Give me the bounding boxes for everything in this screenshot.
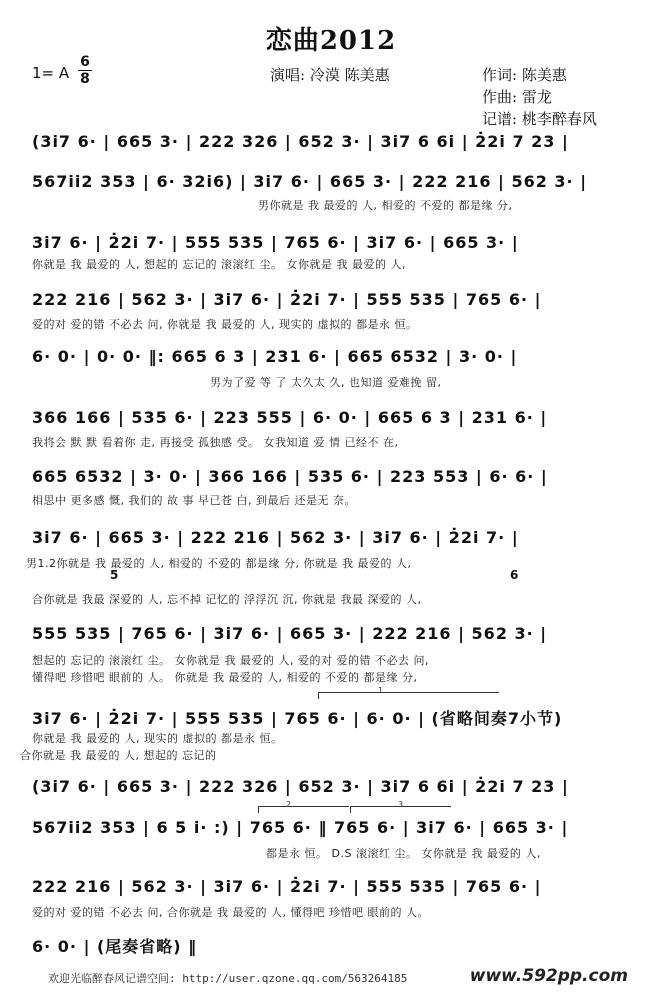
lyric-row: 男为了爱 等 了 太久太 久, 也知道 爱难挽 留, — [210, 376, 442, 389]
lyric-row: 我将会 默 默 看着你 走, 再接受 孤独感 受。 女我知道 爱 情 已经不 在, — [32, 436, 399, 449]
segno-number: 5 — [110, 568, 120, 582]
score-row: 555 535 | 765 6· | 3i7 6· | 665 3· | 222 216 | 562 3· | — [32, 624, 548, 643]
lyric-row: 都是永 恒。 D.S 滚滚红 尘。 女你就是 我 最爱的 人, — [266, 847, 541, 860]
volta-number: 1 — [378, 686, 384, 695]
key-signature: 1= A — [32, 64, 70, 82]
score-row: 567ii2 353 | 6 5 i· :) | 765 6· ‖ 765 6· | 3i7 6· | 665 3· | — [32, 818, 569, 837]
lyric-row: 懂得吧 珍惜吧 眼前的 人。 你就是 我 最爱的 人, 相爱的 不爱的 都是缘 分, — [32, 671, 418, 684]
volta-bracket — [258, 806, 349, 813]
volta-number: 2 — [286, 800, 292, 809]
page-title: 恋曲2012 — [265, 26, 397, 56]
time-signature-top: 6 — [80, 54, 90, 70]
footer-text: 欢迎光临醉春风记谱空间: http://user.qzone.qq.com/563264185 — [48, 972, 408, 985]
lyric-row: 你就是 我 最爱的 人, 想起的 忘记的 滚滚红 尘。 女你就是 我 最爱的 人, — [32, 258, 406, 271]
transcriber: 记谱: 桃李醉春风 — [482, 110, 597, 128]
lyric-row: 你就是 我 最爱的 人, 现实的 虚拟的 都是永 恒。 — [32, 732, 283, 745]
volta-bracket — [318, 692, 499, 699]
score-row: 665 6532 | 3· 0· | 366 166 | 535 6· | 223 553 | 6· 6· | — [32, 467, 548, 486]
lyric-row: 爱的对 爱的错 不必去 问, 合你就是 我 最爱的 人, 懂得吧 珍惜吧 眼前的 人。 — [32, 906, 429, 919]
site-watermark: www.592pp.com — [469, 966, 628, 986]
time-signature-bottom: 8 — [80, 71, 90, 87]
score-row: 222 216 | 562 3· | 3i7 6· | 2̇2i 7· | 555 535 | 765 6· | — [32, 290, 542, 309]
lyric-row: 男1.2你就是 我 最爱的 人, 相爱的 不爱的 都是缘 分, 你就是 我 最爱的 人, — [26, 557, 412, 570]
score-row: 366 166 | 535 6· | 223 555 | 6· 0· | 665 6 3 | 231 6· | — [32, 408, 548, 427]
score-row: (3i7 6· | 665 3· | 222 326 | 652 3· | 3i7 6 6i | 2̇2i 7 23 | — [32, 132, 569, 151]
lyric-row: 想起的 忘记的 滚滚红 尘。 女你就是 我 最爱的 人, 爱的对 爱的错 不必去 问, — [32, 654, 429, 667]
score-row: 6· 0· | (尾奏省略) ‖ — [32, 937, 198, 956]
score-row: 3i7 6· | 2̇2i 7· | 555 535 | 765 6· | 3i7 6· | 665 3· | — [32, 233, 519, 252]
score-row: 6· 0· | 0· 0· ‖: 665 6 3 | 231 6· | 665 6532 | 3· 0· | — [32, 347, 518, 366]
lyric-row: 爱的对 爱的错 不必去 问, 你就是 我 最爱的 人, 现实的 虚拟的 都是永 恒。 — [32, 318, 418, 331]
lyric-row: 合你就是 我最 深爱的 人, 忘不掉 记忆的 浮浮沉 沉, 你就是 我最 深爱的 人, — [32, 593, 422, 606]
volta-number: 3 — [398, 800, 404, 809]
time-signature — [78, 55, 92, 86]
lyric-row: 合你就是 我 最爱的 人, 想起的 忘记的 — [20, 749, 217, 762]
score-row: 222 216 | 562 3· | 3i7 6· | 2̇2i 7· | 555 535 | 765 6· | — [32, 877, 542, 896]
composer: 作曲: 雷龙 — [482, 88, 552, 106]
singers: 演唱: 冷漠 陈美惠 — [270, 66, 390, 84]
score-row: 3i7 6· | 665 3· | 222 216 | 562 3· | 3i7 6· | 2̇2i 7· | — [32, 528, 519, 547]
score-row: 567ii2 353 | 6· 32i6) | 3i7 6· | 665 3· | 222 216 | 562 3· | — [32, 172, 588, 191]
score-row: (3i7 6· | 665 3· | 222 326 | 652 3· | 3i7 6 6i | 2̇2i 7 23 | — [32, 777, 569, 796]
lyric-row: 男你就是 我 最爱的 人, 相爱的 不爱的 都是缘 分, — [258, 199, 513, 212]
lyricist: 作词: 陈美惠 — [482, 66, 567, 84]
segno-number: 6 — [510, 568, 520, 582]
lyric-row: 相思中 更多感 慨, 我们的 故 事 早已苍 白, 到最后 还是无 奈。 — [32, 494, 356, 507]
score-row: 3i7 6· | 2̇2i 7· | 555 535 | 765 6· | 6· 0· | (省略间奏7小节) — [32, 709, 563, 728]
